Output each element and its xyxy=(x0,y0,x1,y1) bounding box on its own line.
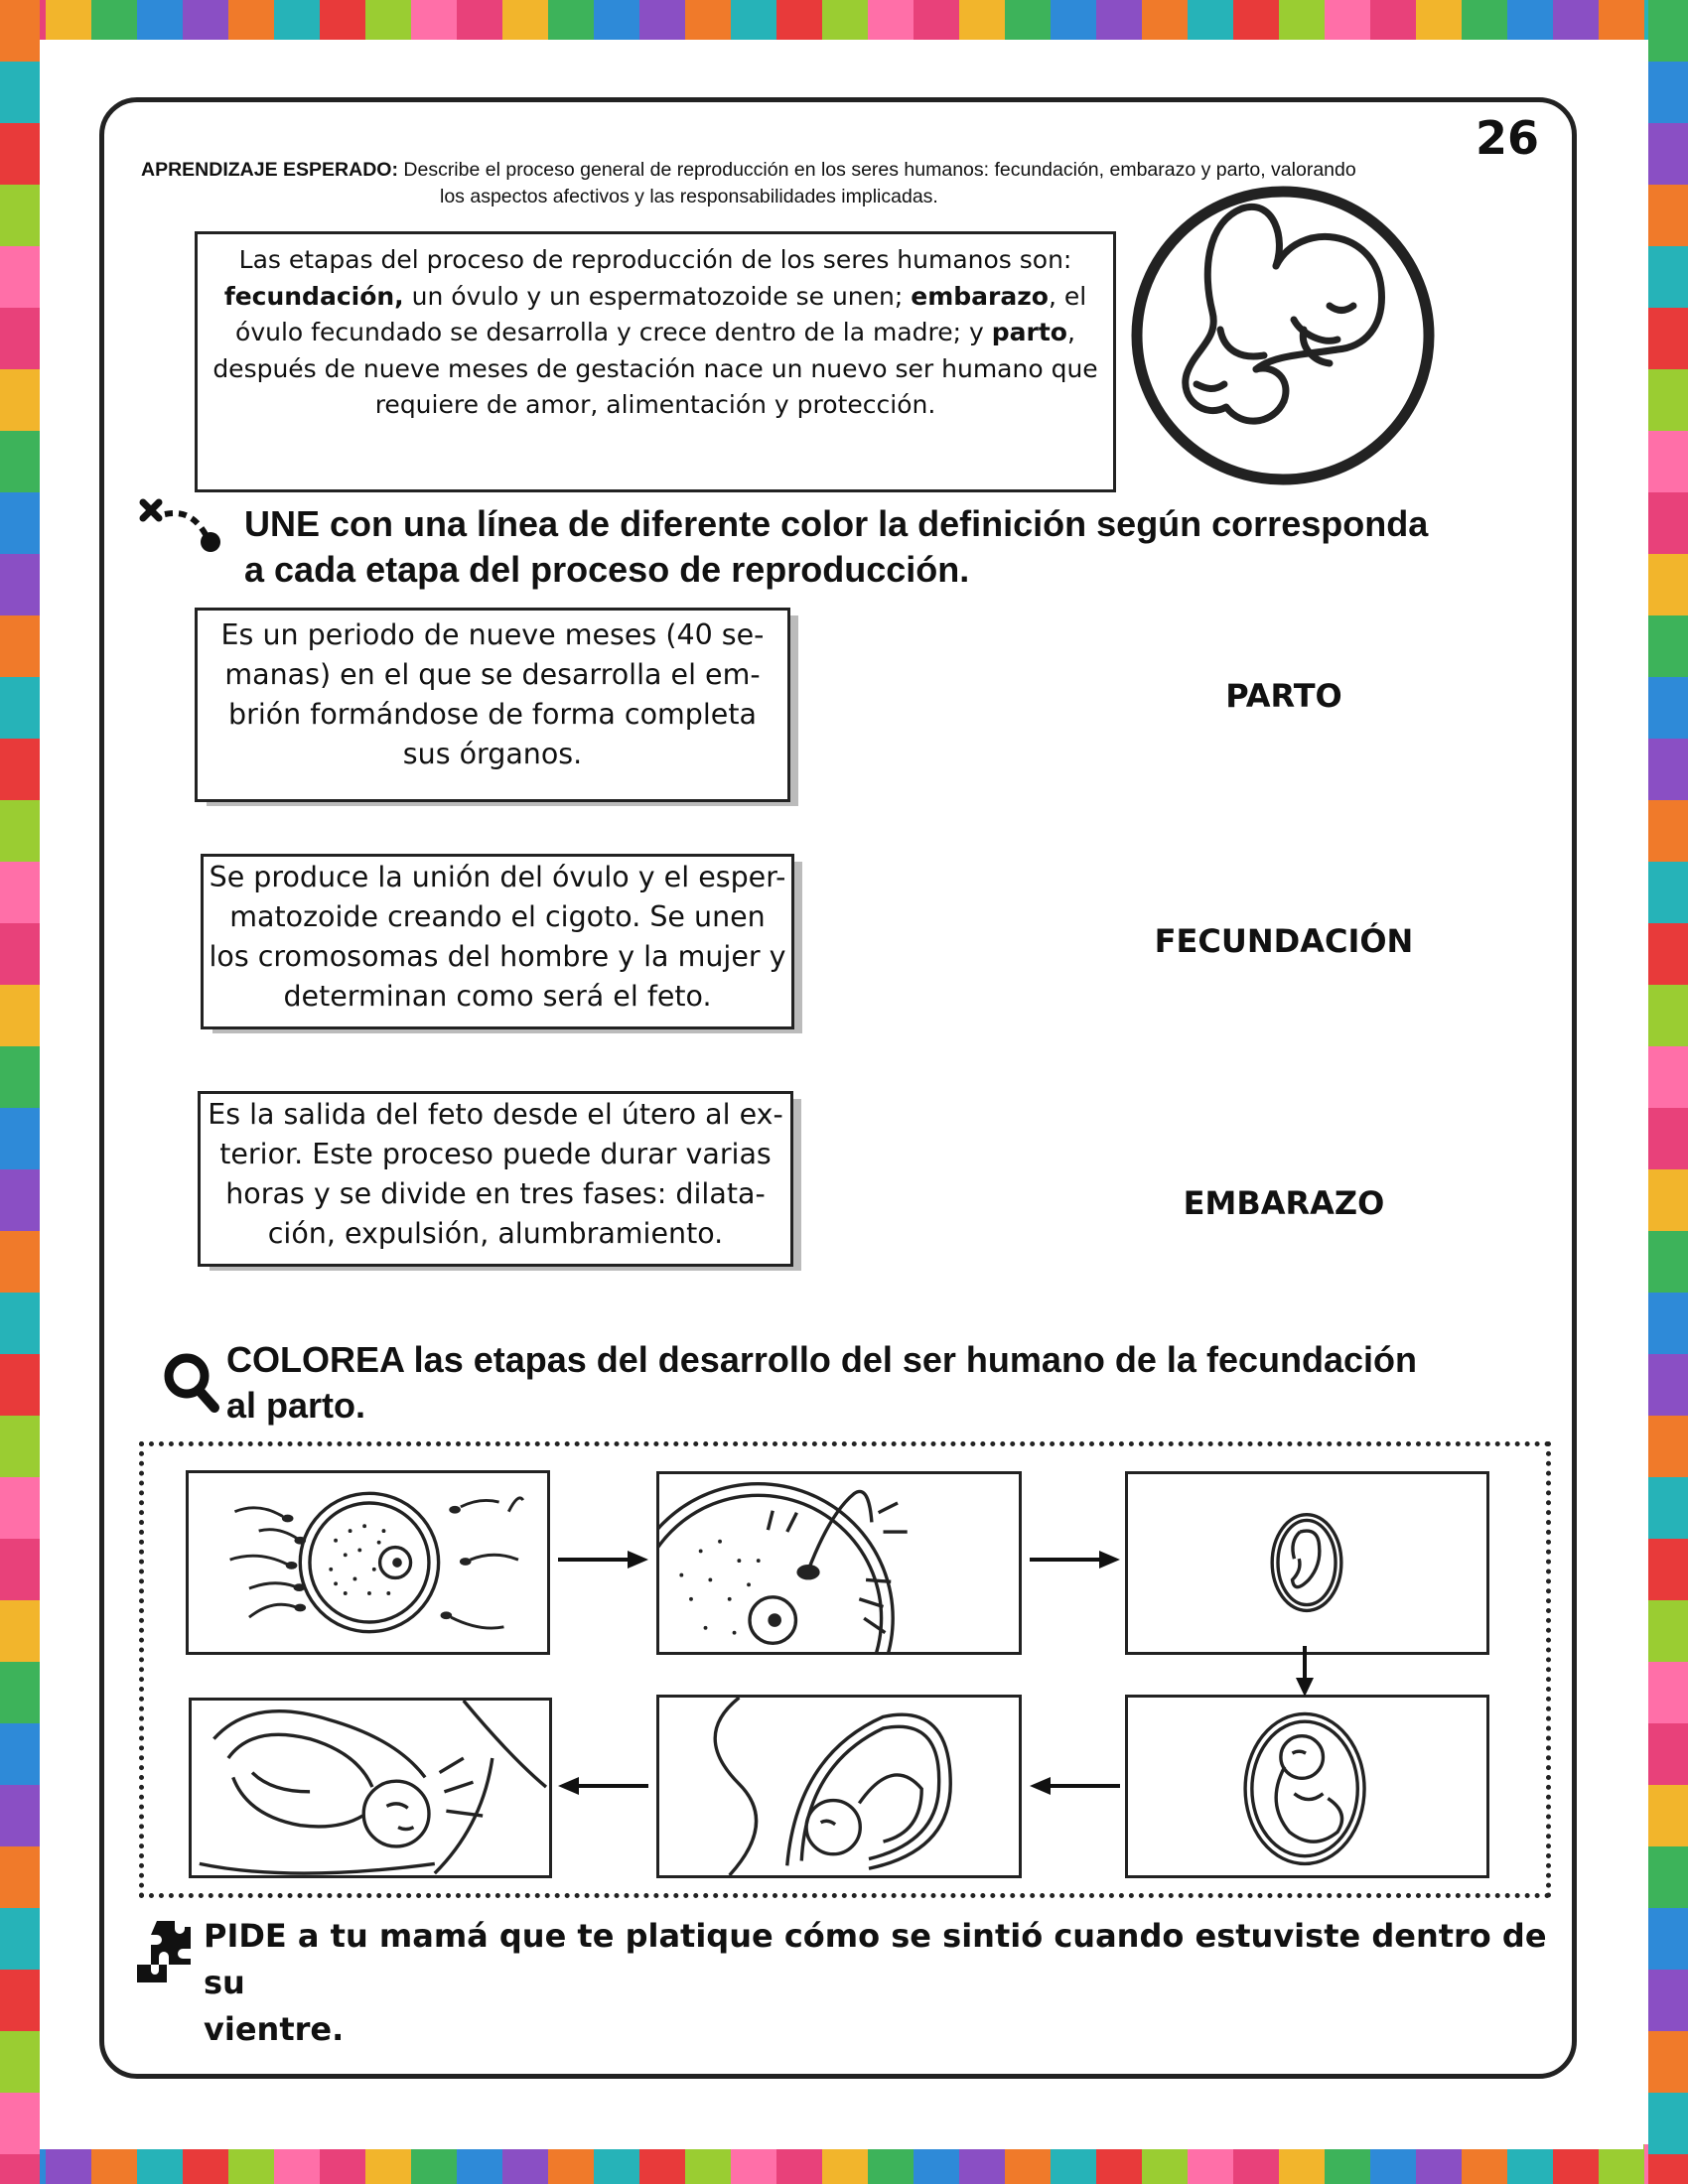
panel-fetus-late xyxy=(656,1695,1022,1878)
embryo-circle-icon xyxy=(1125,181,1441,490)
intro-text: Las etapas del proceso de reproducción de los seres humanos son: xyxy=(238,245,1072,274)
arrow-icon xyxy=(1028,1774,1122,1798)
panel-sperm-ovum xyxy=(186,1470,550,1655)
definition-line: Es la salida del feto desde el útero al ex- xyxy=(208,1098,783,1131)
activity1-instruction xyxy=(244,501,1565,593)
definition-line: horas y se divide en tres fases: dilata- xyxy=(225,1177,766,1210)
term-embarazo: embarazo xyxy=(911,281,1049,311)
arrow-icon xyxy=(556,1774,650,1798)
arrow-icon xyxy=(1028,1548,1122,1571)
dotted-path-icon xyxy=(137,496,226,556)
panel-fetus-mid xyxy=(1125,1695,1489,1878)
activity2-instruction xyxy=(226,1337,1557,1429)
panel-early-embryo xyxy=(1125,1471,1489,1655)
stage-label-parto: PARTO xyxy=(1225,677,1342,715)
page-number: 26 xyxy=(1476,111,1540,165)
stage-label-fecundacion: FECUNDACIÓN xyxy=(1154,922,1414,960)
stage-label-embarazo: EMBARAZO xyxy=(1183,1184,1385,1222)
term-parto: parto xyxy=(991,318,1067,346)
closing-line1: PIDE a tu mamá que te platique cómo se sintió cuando estuviste dentro de su xyxy=(204,1917,1547,2001)
definition-box-parto xyxy=(198,1091,793,1267)
definition-line: matozoide creando el cigoto. Se unen xyxy=(229,900,766,933)
definition-line: determinan como será el feto. xyxy=(283,980,712,1013)
closing-line2: vientre. xyxy=(204,2010,345,2048)
objective-label: APRENDIZAJE ESPERADO: xyxy=(141,159,398,181)
intro-text: un óvulo y un espermatozoide se unen; xyxy=(403,281,912,311)
magnifier-icon xyxy=(159,1348,222,1418)
objective-line1: Describe el proceso general de reproducción en los seres humanos: fecundación, embarazo y parto, valorando xyxy=(403,159,1356,181)
panel-fertilization xyxy=(656,1471,1022,1655)
definition-box-embarazo xyxy=(195,608,790,802)
activity2-line2: al parto. xyxy=(226,1385,366,1426)
activity2-line1: COLOREA las etapas del desarrollo del ser humano de la fecundación xyxy=(226,1339,1417,1380)
intro-text-box xyxy=(195,231,1116,492)
definition-line: brión formándose de forma completa xyxy=(228,698,757,731)
activity1-line2: a cada etapa del proceso de reproducción. xyxy=(244,549,970,590)
activity1-line1: UNE con una línea de diferente color la definición según corresponda xyxy=(244,503,1429,544)
arrow-icon xyxy=(556,1548,650,1571)
definition-line: Es un periodo de nueve meses (40 se- xyxy=(220,618,765,651)
definition-line: terior. Este proceso puede durar varias xyxy=(219,1138,772,1170)
definition-line: ción, expulsión, alumbramiento. xyxy=(267,1217,724,1250)
objective-line2: los aspectos afectivos y las responsabilidades implicadas. xyxy=(440,186,938,207)
definition-line: los cromosomas del hombre y la mujer y xyxy=(209,940,786,973)
intro-text: , después de nueve meses de gestación nace un nuevo ser humano que requiere de amor, alimentación y protección. xyxy=(212,318,1098,419)
closing-instruction xyxy=(204,1913,1574,2053)
definition-line: manas) en el que se desarrolla el em- xyxy=(224,658,761,691)
term-fecundacion: fecundación, xyxy=(223,281,404,311)
panel-birth xyxy=(189,1698,552,1878)
definition-line: sus órganos. xyxy=(402,738,583,770)
arrow-icon xyxy=(1293,1644,1317,1699)
definition-line: Se produce la unión del óvulo y el esper- xyxy=(209,861,786,893)
intro-text: , el óvulo fecundado se desarrolla y crece dentro de la madre; y xyxy=(235,281,1087,346)
puzzle-icon xyxy=(135,1919,193,1984)
definition-box-fecundacion xyxy=(201,854,794,1029)
